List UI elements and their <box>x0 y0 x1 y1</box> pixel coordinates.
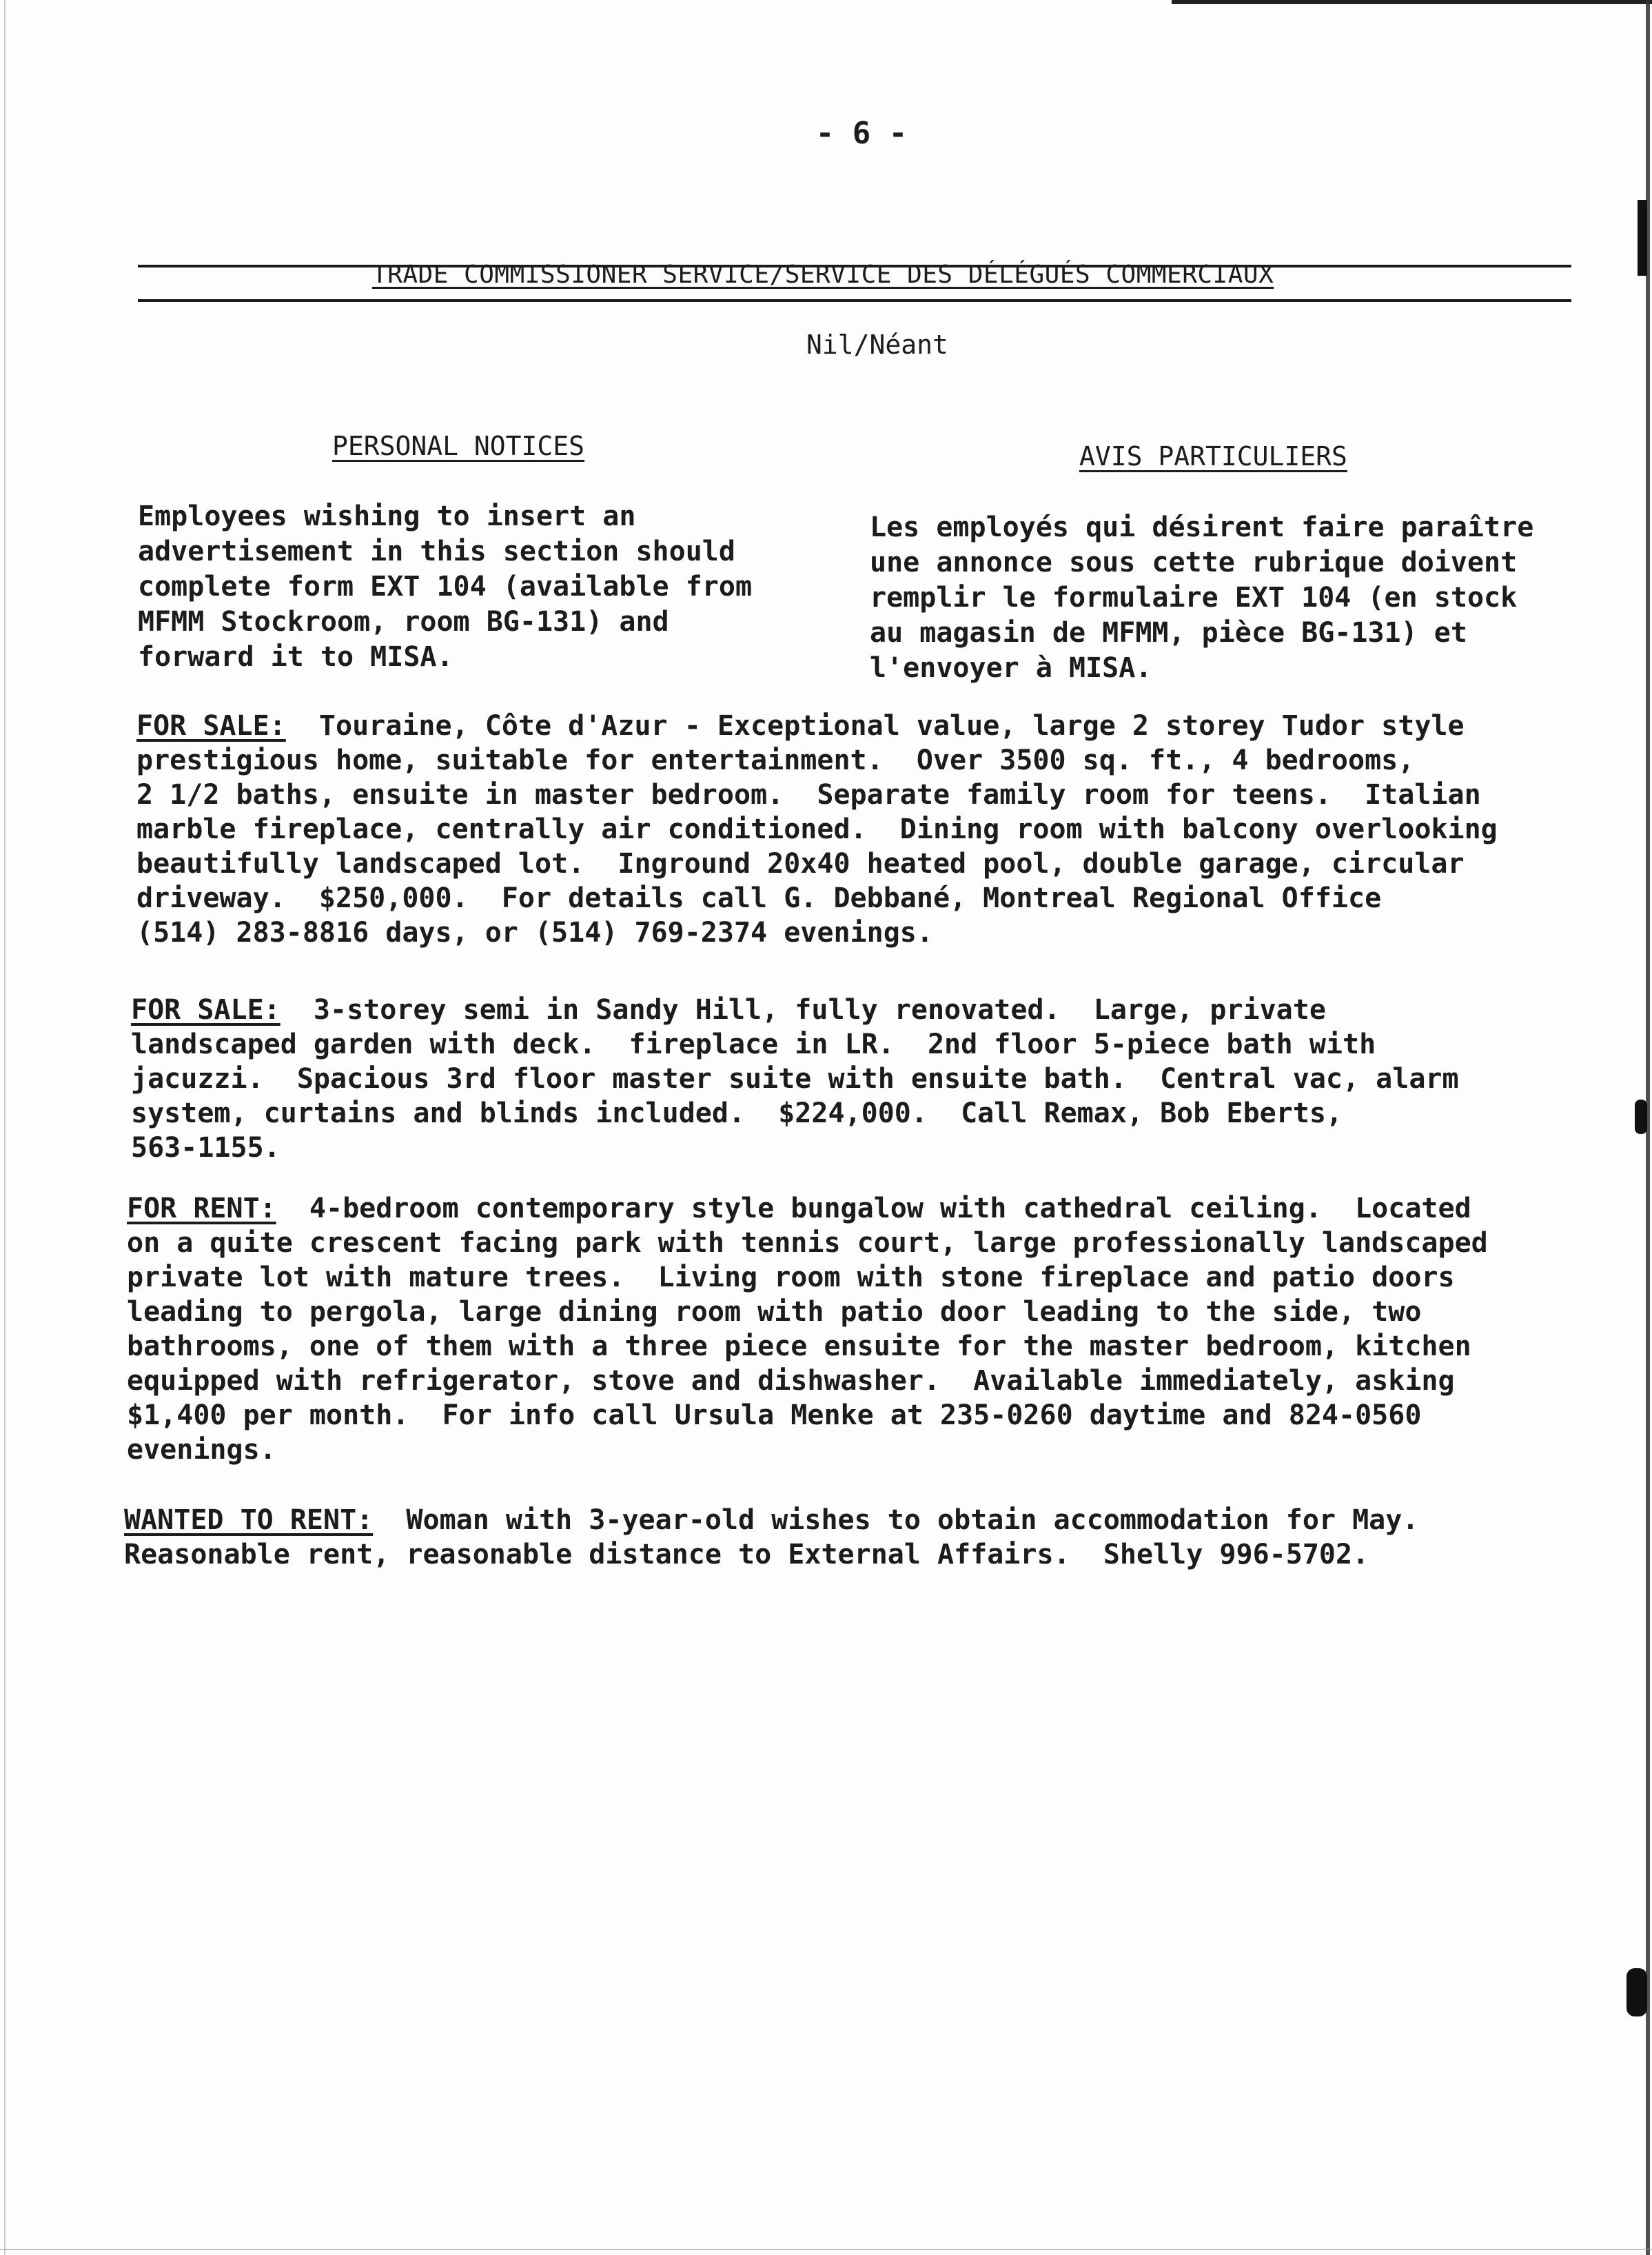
text-line: advertisement in this section should <box>138 536 735 567</box>
scan-edge-top <box>1172 0 1652 4</box>
ad-label: FOR SALE: <box>136 710 286 742</box>
classified-ad-for-rent <box>127 1191 1560 1467</box>
text-line: marble fireplace, centrally air conditioned. Dining room with balcony overlooking <box>136 813 1498 845</box>
text-line: landscaped garden with deck. fireplace in LR. 2nd floor 5-piece bath with <box>131 1029 1376 1060</box>
section-rule-bottom <box>138 299 1571 302</box>
text-line: Employees wishing to insert an <box>138 500 636 532</box>
ad-first-line <box>127 1191 1560 1226</box>
ad-label: FOR SALE: <box>131 994 281 1026</box>
text-line: MFMM Stockroom, room BG-131) and <box>138 606 669 638</box>
text-line: jacuzzi. Spacious 3rd floor master suite with ensuite bath. Central vac, alarm <box>131 1063 1459 1095</box>
avis-particuliers-text <box>870 510 1533 686</box>
text-line: une annonce sous cette rubrique doivent <box>870 547 1518 578</box>
personal-notices-text <box>138 499 752 675</box>
text-line: (514) 283-8816 days, or (514) 769-2374 evenings. <box>136 917 933 949</box>
avis-particuliers-heading: AVIS PARTICULIERS <box>1079 441 1347 472</box>
text-line: remplir le formulaire EXT 104 (en stock <box>870 582 1518 614</box>
text-line: beautifully landscaped lot. Inground 20x40 heated pool, double garage, circular <box>136 848 1465 880</box>
text-line: l'envoyer à MISA. <box>870 652 1152 684</box>
text-line: 563-1155. <box>131 1132 281 1164</box>
binding-mark <box>1638 200 1647 276</box>
text-line: forward it to MISA. <box>138 641 453 673</box>
page-number: - 6 - <box>815 116 908 151</box>
ad-text: Touraine, Côte d'Azur - Exceptional value, large 2 storey Tudor style <box>285 710 1465 742</box>
text-line: system, curtains and blinds included. $224,000. Call Remax, Bob Eberts, <box>131 1098 1343 1129</box>
text-line: leading to pergola, large dining room with patio door leading to the side, two <box>127 1296 1422 1328</box>
ad-first-line <box>136 709 1570 743</box>
scan-edge-bottom <box>0 2249 1652 2250</box>
text-line: bathrooms, one of them with a three piece ensuite for the master bedroom, kitchen <box>127 1331 1471 1362</box>
scan-edge-left <box>4 0 6 2255</box>
ad-label: WANTED TO RENT: <box>124 1504 374 1536</box>
text-line: on a quite crescent facing park with tennis court, large professionally landscaped <box>127 1227 1488 1259</box>
ad-first-line <box>124 1503 1558 1537</box>
section-status: Nil/Néant <box>806 330 948 360</box>
text-line: driveway. $250,000. For details call G. Debbané, Montreal Regional Office <box>136 882 1382 914</box>
personal-notices-heading: PERSONAL NOTICES <box>332 431 585 461</box>
binding-mark <box>1626 1968 1647 2016</box>
classified-ad-for-sale-touraine <box>136 709 1570 950</box>
text-line: 2 1/2 baths, ensuite in master bedroom. Separate family room for teens. Italian <box>136 779 1481 811</box>
ad-first-line <box>131 993 1564 1027</box>
classified-ad-for-sale-sandy-hill <box>131 993 1564 1165</box>
text-line: au magasin de MFMM, pièce BG-131) et <box>870 617 1467 649</box>
text-line: equipped with refrigerator, stove and dishwasher. Available immediately, asking <box>127 1365 1455 1397</box>
text-line: $1,400 per month. For info call Ursula Menke at 235-0260 daytime and 824-0560 <box>127 1399 1422 1431</box>
text-line: Les employés qui désirent faire paraître <box>870 512 1534 543</box>
text-line: complete form EXT 104 (available from <box>138 571 753 603</box>
ad-label: FOR RENT: <box>127 1193 276 1224</box>
binding-mark <box>1635 1100 1647 1134</box>
section-title: TRADE COMMISSIONER SERVICE/SERVICE DES DÉLÉGUÉS COMMERCIAUX <box>372 261 1274 289</box>
classified-ad-wanted-to-rent <box>124 1503 1558 1572</box>
text-line: private lot with mature trees. Living room with stone fireplace and patio doors <box>127 1262 1455 1293</box>
ad-text: 4-bedroom contemporary style bungalow with cathedral ceiling. Located <box>276 1193 1471 1224</box>
ad-text: Woman with 3-year-old wishes to obtain accommodation for May. <box>373 1504 1419 1536</box>
text-line: Reasonable rent, reasonable distance to External Affairs. Shelly 996-5702. <box>124 1539 1369 1570</box>
ad-text: 3-storey semi in Sandy Hill, fully renovated. Large, private <box>280 994 1326 1026</box>
text-line: prestigious home, suitable for entertainment. Over 3500 sq. ft., 4 bedrooms, <box>136 745 1415 776</box>
text-line: evenings. <box>127 1434 276 1466</box>
